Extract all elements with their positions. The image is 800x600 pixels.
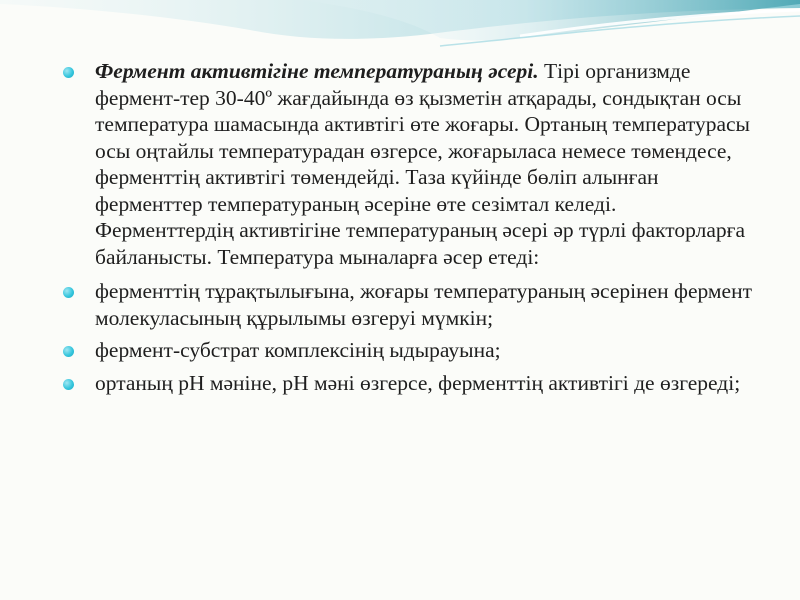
bullet-heading: Фермент активтігіне температураның әсері. (95, 59, 539, 83)
top-wave-decoration (0, 0, 800, 60)
bullet-list (63, 58, 753, 402)
round-cyan-bullet-icon (63, 379, 74, 390)
bullet-item-temperature-effect (63, 58, 753, 270)
bullet-text: Тірі организмде фермент-тер 30-40º жағдайында өз қызметін атқарады, сондықтан осы температура шамасында активтігі өте жоғары. Ортаның температурасы осы оңтайлы температурадан өзгерсе, жоғарыласа немесе төмендесе, ферменттің активтігі төмендейді. Таза күйінде бөліп алынған ферменттер температураның әсеріне өте сезімтал келеді. Ферменттердің активтігіне температураның әсері әр түрлі факторларға байланысты. Температура мыналарға әсер етеді: (95, 59, 751, 269)
round-cyan-bullet-icon (63, 346, 74, 357)
bullet-text: ортаның рН мәніне, рН мәні өзгерсе, ферменттің активтігі де өзгереді; (95, 370, 741, 395)
bullet-item-stability (63, 278, 753, 331)
bullet-item-complex-breakdown (63, 337, 753, 364)
bullet-item-ph (63, 370, 753, 397)
round-cyan-bullet-icon (63, 67, 74, 78)
bullet-text: ферменттің тұрақтылығына, жоғары температураның әсерінен фермент молекуласының құрылымы өзгеруі мүмкін; (95, 279, 752, 330)
round-cyan-bullet-icon (63, 287, 74, 298)
bullet-text: фермент-субстрат комплексінің ыдырауына; (95, 338, 501, 362)
